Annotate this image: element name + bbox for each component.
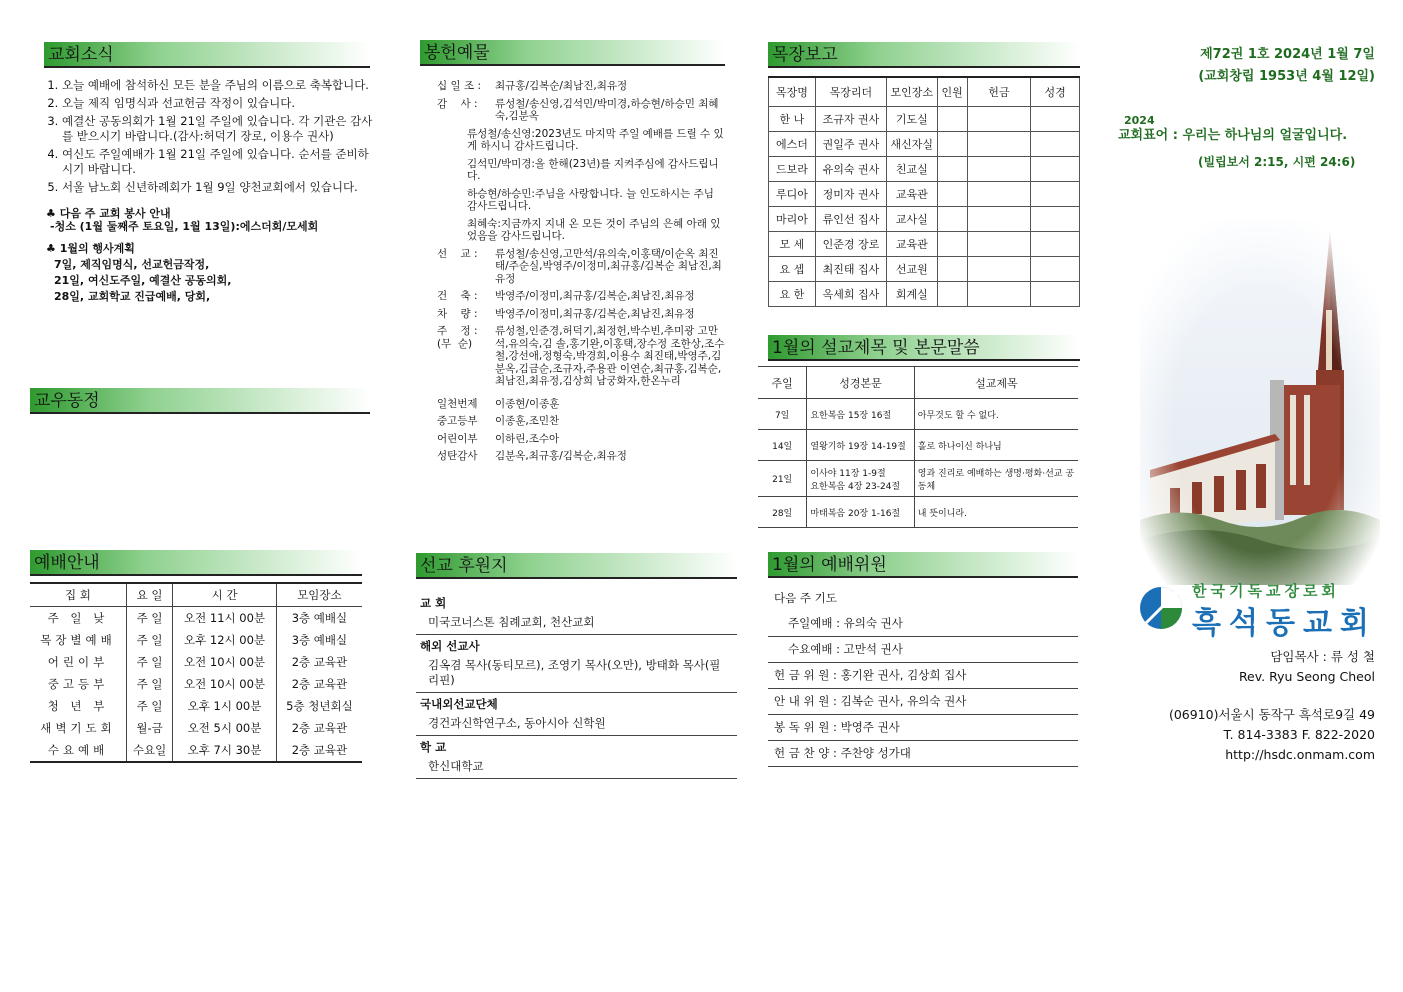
sermon-text: 마태복음 20장 1-16절 <box>807 497 914 528</box>
mission-group-heading: 국내외선교단체 <box>416 692 737 714</box>
sermon-day: 7일 <box>758 399 807 430</box>
mission-group-body: 경건과신학연구소, 동아시아 신학원 <box>428 716 606 730</box>
mission-group-body: 김옥겸 목사(동티모르), 조영기 목사(오만), 방태화 목사(필리핀) <box>428 658 721 687</box>
offering-row <box>437 98 727 123</box>
worship-cell: 목장별예배 <box>40 633 116 647</box>
shepherd-cell: 조규자 권사 <box>815 107 886 132</box>
shepherd-cell: 요 셉 <box>769 257 816 282</box>
denomination-name: 한국기독교장로회 <box>1192 582 1340 600</box>
worship-table-head <box>30 583 362 607</box>
worship-cell: 중고등부 <box>47 677 109 691</box>
worship-cell: 주 일 <box>126 695 172 717</box>
service-title: ♣ 다음 주 교회 봉사 안내 <box>46 207 171 220</box>
shepherd-cell: 최진태 집사 <box>815 257 886 282</box>
worship-cell: 주 일 낮 <box>47 611 109 625</box>
worship-cell: 수요예배 <box>30 739 126 762</box>
offering-value: 김석민/박미경:올 한해(23년)를 지켜주심에 감사드립니다. <box>467 157 719 182</box>
offering-value: 이종훈,조민찬 <box>495 415 560 427</box>
sermon-row <box>758 399 1078 430</box>
worship-staff-row: 주일예배 : 유의숙 권사 <box>768 611 1078 637</box>
sermon-title: 내 뜻이니라. <box>914 497 1078 528</box>
offering-label: 십 일 조 : <box>437 80 481 92</box>
shepherd-empty-cell <box>937 157 967 182</box>
shepherd-cell: 인준경 장로 <box>815 232 886 257</box>
worship-staff-list <box>768 586 1078 767</box>
offering-row <box>437 248 727 286</box>
mission-group-body: 미국코너스톤 침례교회, 천산교회 <box>428 615 595 629</box>
shepherd-empty-cell <box>937 282 967 307</box>
offering-row <box>437 325 727 388</box>
shepherd-header-cell: 모인장소 <box>887 77 938 107</box>
shepherd-empty-cell <box>937 107 967 132</box>
shepherd-empty-cell <box>967 157 1031 182</box>
worship-schedule-table <box>30 582 362 763</box>
shepherd-empty-cell <box>937 232 967 257</box>
news-item: 4. 여신도 주일예배가 1월 21일 주일에 있습니다. 순서를 준비하시기 바랍니다. <box>62 147 375 177</box>
worship-row <box>30 717 362 739</box>
plan-title: ♣ 1월의 행사계획 <box>46 242 135 255</box>
worship-header-cell: 요 일 <box>126 583 172 607</box>
missions-header <box>416 553 737 579</box>
offering-header <box>420 40 725 66</box>
shepherd-row <box>769 257 1080 282</box>
pastor-name-en: Rev. Ryu Seong Cheol <box>1238 669 1375 684</box>
offering-label: 건 축 : <box>437 290 478 302</box>
shepherd-empty-cell <box>967 207 1031 232</box>
offering-label <box>437 158 467 183</box>
shepherd-empty-cell <box>1031 132 1080 157</box>
offering-row <box>437 450 727 463</box>
worship-cell: 오전 11시 00분 <box>173 607 277 630</box>
worship-cell: 3층 예배실 <box>276 607 362 630</box>
news-item: 2. 오늘 제직 임명식과 선교헌금 작정이 있습니다. <box>62 96 375 111</box>
pastor-name: 담임목사 : 류 성 철 <box>1270 649 1375 664</box>
worship-cell: 새벽기도회 <box>40 721 116 735</box>
service-line: -청소 (1월 둘째주 토요일, 1월 13일):에스더회/모세회 <box>50 220 319 233</box>
offering-row <box>437 218 727 243</box>
mission-group-heading: 해외 선교사 <box>416 634 737 656</box>
worship-row <box>30 629 362 651</box>
offering-row <box>437 433 727 446</box>
worship-cell: 주 일 <box>126 673 172 695</box>
motto-reference: (빌립보서 2:15, 시편 24:6) <box>1198 155 1356 169</box>
worship-cell: 수요일 <box>126 739 172 762</box>
news-item: 5. 서울 남노회 신년하례회가 1월 9일 양천교회에서 있습니다. <box>62 180 375 195</box>
monthly-plan <box>30 241 375 305</box>
offering-value: 이하린,조수아 <box>495 432 560 445</box>
plan-list <box>46 257 375 305</box>
worship-cell: 2층 교육관 <box>276 651 362 673</box>
worship-cell: 오전 10시 00분 <box>173 673 277 695</box>
worship-staff-row: 헌 금 위 원 : 홍기완 권사, 김상희 집사 <box>768 663 1078 689</box>
sermons-header <box>768 335 1080 361</box>
worship-cell: 월-금 <box>126 717 172 739</box>
mission-group-heading: 학 교 <box>416 735 737 757</box>
shepherd-cell: 드보라 <box>769 157 816 182</box>
worship-header <box>30 550 362 576</box>
church-address: (06910)서울시 동작구 흑석로9길 49 <box>1168 707 1375 722</box>
offering-row <box>437 290 727 303</box>
shepherd-empty-cell <box>937 182 967 207</box>
shepherd-empty-cell <box>967 107 1031 132</box>
sermon-text: 요한복음 15장 16절 <box>807 399 914 430</box>
offering-value: 최규홍/김복순/최남진,최유정 <box>495 80 628 92</box>
shepherd-empty-cell <box>937 132 967 157</box>
worship-staff-row: 안 내 위 원 : 김복순 권사, 유의숙 권사 <box>768 689 1078 715</box>
sermon-title: 영과 진리로 예배하는 생명·평화·선교 공동체 <box>914 461 1078 497</box>
news-item: 3. 예결산 공동의회가 1월 21일 주일에 있습니다. 각 기관은 감사를 받으시기 바랍니다.(감사:허덕기 장로, 이용수 권사) <box>62 114 375 144</box>
missions-list <box>416 592 737 779</box>
offering-row <box>437 308 727 321</box>
shepherd-empty-cell <box>967 182 1031 207</box>
offering-row <box>437 128 727 153</box>
worship-cell: 5층 청년회실 <box>276 695 362 717</box>
shepherd-cell: 선교원 <box>887 257 938 282</box>
worship-row <box>30 673 362 695</box>
founding-date: (교회창립 1953년 4월 12일) <box>1198 69 1375 84</box>
worship-cell: 오후 12시 00분 <box>173 629 277 651</box>
shepherd-cell: 옥세희 집사 <box>815 282 886 307</box>
motto-year: 2024 <box>1124 114 1155 127</box>
worship-header-cell: 시 간 <box>173 583 277 607</box>
sermon-row <box>758 430 1078 461</box>
offering-label: 일천번제 <box>437 397 478 410</box>
sermons-title: 1월의 설교제목 및 본문말씀 <box>772 338 980 358</box>
service-notice <box>30 207 375 233</box>
shepherd-cell: 마리아 <box>769 207 816 232</box>
worship-header-cell: 집 회 <box>30 583 126 607</box>
offering-label <box>437 218 467 243</box>
offering-value: 류성철,인준경,허덕기,최정헌,박수빈,추미광 고만석,유의숙,김 솔,홍기완,이홍택,장수정 조한상,조수철,강선애,정형숙,박경희,이용수 최진태,박영주,김분옥,김금순,조규자,주용관 이연순,최규홍,김복순,최남진,최유정,김상희 남궁화자,한온누리 <box>495 325 725 387</box>
worship-header-cell: 모임장소 <box>276 583 362 607</box>
shepherd-empty-cell <box>1031 107 1080 132</box>
shepherd-cell: 유의숙 권사 <box>815 157 886 182</box>
worship-cell: 오후 1시 00분 <box>173 695 277 717</box>
shepherd-header-cell: 목장리더 <box>815 77 886 107</box>
shepherd-cell: 정미자 권사 <box>815 182 886 207</box>
worship-staff-row: 다음 주 기도 <box>774 591 837 605</box>
sermon-row <box>758 461 1078 497</box>
shepherd-empty-cell <box>967 257 1031 282</box>
worship-cell: 2층 교육관 <box>276 739 362 762</box>
shepherd-row <box>769 107 1080 132</box>
offering-list <box>437 80 727 468</box>
worship-row <box>30 739 362 762</box>
shepherd-empty-cell <box>1031 282 1080 307</box>
shepherd-cell: 교육관 <box>887 232 938 257</box>
news-item: 1. 오늘 예배에 참석하신 모든 분을 주님의 이름으로 축복합니다. <box>62 78 375 93</box>
offering-value: 류성철/송신영,고만석/유의숙,이홍택/이순옥 최진태/주순실,박영주/이정미,최규홍/김복순 최남진,최유정 <box>495 247 722 285</box>
news-header <box>44 42 370 68</box>
worship-cell: 주 일 <box>126 607 172 630</box>
worship-cell: 2층 교육관 <box>276 673 362 695</box>
shepherd-empty-cell <box>967 282 1031 307</box>
worship-staff-row: 헌 금 찬 양 : 주찬양 성가대 <box>768 741 1078 767</box>
missions-title: 선교 후원지 <box>420 556 508 576</box>
shepherd-row <box>769 182 1080 207</box>
offering-value: 류성철/송신영,김석민/박미경,하승현/하승민 최혜숙,김분옥 <box>495 97 719 122</box>
shepherd-header-cell: 헌금 <box>967 77 1031 107</box>
shepherd-cell: 류인선 집사 <box>815 207 886 232</box>
sermon-text: 열왕기하 19장 14-19절 <box>807 430 914 461</box>
plan-item: 7일, 제직임명식, 선교헌금작정, <box>54 258 210 271</box>
plan-item: 21일, 여신도주일, 예결산 공동의회, <box>54 274 232 287</box>
news-list <box>30 78 375 195</box>
shepherd-header-cell: 인원 <box>937 77 967 107</box>
sermon-day: 21일 <box>758 461 807 497</box>
offering-value: 박영주/이정미,최규홍/김복순,최남진,최유정 <box>495 307 695 320</box>
mission-group-body: 한신대학교 <box>428 759 484 773</box>
church-building-illustration <box>1140 220 1380 585</box>
shepherd-header-cell: 목장명 <box>769 77 816 107</box>
offering-label: 선 교 : <box>437 247 478 260</box>
worship-staff-title: 1월의 예배위원 <box>772 555 887 575</box>
shepherd-cell: 친교실 <box>887 157 938 182</box>
shepherd-cell: 기도실 <box>887 107 938 132</box>
shepherd-cell: 새신자실 <box>887 132 938 157</box>
worship-staff-row: 봉 독 위 원 : 박영주 권사 <box>768 715 1078 741</box>
offering-value: 류성철/송신영:2023년도 마지막 주일 예배를 드릴 수 있게 하시니 감사드립니다. <box>467 127 724 152</box>
offering-value: 김분옥,최규홍/김복순,최유정 <box>495 450 627 462</box>
shepherd-cell: 교사실 <box>887 207 938 232</box>
members-title: 교우동정 <box>34 391 100 411</box>
shepherd-empty-cell <box>967 132 1031 157</box>
shepherd-header-cell: 성경 <box>1031 77 1080 107</box>
offering-label <box>437 128 467 153</box>
offering-title: 봉헌예물 <box>424 43 490 63</box>
shepherd-row <box>769 282 1080 307</box>
offering-label <box>437 188 467 213</box>
shepherd-row <box>769 157 1080 182</box>
church-logo-icon <box>1138 585 1184 631</box>
offering-value: 최혜숙:지금까지 지내 온 모든 것이 주님의 은혜 아래 있었음을 감사드립니다. <box>467 217 721 242</box>
shepherd-empty-cell <box>967 232 1031 257</box>
shepherd-empty-cell <box>937 257 967 282</box>
shepherd-row <box>769 207 1080 232</box>
sermon-title: 홀로 하나이신 하나님 <box>914 430 1078 461</box>
church-name: 흑석동교회 <box>1192 606 1377 641</box>
offering-row <box>437 415 727 428</box>
sermon-day: 14일 <box>758 430 807 461</box>
shepherd-cell: 루디아 <box>769 182 816 207</box>
worship-staff-header <box>768 552 1078 578</box>
worship-cell: 주 일 <box>126 651 172 673</box>
offering-label: 감 사 : <box>437 97 478 110</box>
worship-cell: 오전 5시 00분 <box>173 717 277 739</box>
plan-item: 28일, 교회학교 진급예배, 당회, <box>54 290 211 303</box>
shepherd-empty-cell <box>1031 257 1080 282</box>
offering-row <box>437 158 727 183</box>
shepherd-table-head <box>769 77 1080 107</box>
motto-block <box>1118 114 1380 170</box>
sermon-row <box>758 497 1078 528</box>
shepherd-cell: 회계실 <box>887 282 938 307</box>
shepherd-cell: 한 나 <box>769 107 816 132</box>
shepherd-cell: 에스더 <box>769 132 816 157</box>
shepherd-empty-cell <box>1031 182 1080 207</box>
contact-block <box>1120 647 1375 765</box>
shepherd-cell: 모 세 <box>769 232 816 257</box>
shepherd-cell: 요 한 <box>769 282 816 307</box>
shepherd-report-table <box>768 76 1080 307</box>
offering-label: 주 정 : (무 순) <box>437 325 478 350</box>
shepherd-cell: 권일주 권사 <box>815 132 886 157</box>
worship-staff-row: 수요예배 : 고만석 권사 <box>768 637 1078 663</box>
worship-row <box>30 651 362 673</box>
sermon-title: 아무것도 할 수 없다. <box>914 399 1078 430</box>
worship-cell: 어린이부 <box>47 655 109 669</box>
issue-info <box>1130 44 1375 88</box>
news-section <box>30 78 375 305</box>
offering-row <box>437 80 727 93</box>
offering-label: 중고등부 <box>437 415 478 427</box>
members-header <box>30 388 370 414</box>
worship-cell: 오후 7시 30분 <box>173 739 277 762</box>
worship-row <box>30 695 362 717</box>
offering-label: 성탄감사 <box>437 450 478 462</box>
issue-number: 제72권 1호 2024년 1월 7일 <box>1200 47 1375 62</box>
shepherd-row <box>769 132 1080 157</box>
sermon-day: 28일 <box>758 497 807 528</box>
sermon-table-head <box>758 367 1078 399</box>
news-title: 교회소식 <box>48 45 114 65</box>
motto-text: 교회표어 : 우리는 하나님의 얼굴입니다. <box>1118 128 1348 143</box>
worship-cell: 주 일 <box>126 629 172 651</box>
mission-group-heading: 교 회 <box>420 596 447 610</box>
offering-label: 차 량 : <box>437 307 478 320</box>
offering-label: 어린이부 <box>437 432 478 445</box>
shepherd-header <box>768 42 1080 68</box>
sermon-text: 이사야 11장 1-9절 요한복음 4장 23-24절 <box>807 461 914 497</box>
church-website: http://hsdc.onmam.com <box>1225 747 1375 762</box>
shepherd-empty-cell <box>1031 207 1080 232</box>
offering-value: 이종현/이종훈 <box>495 397 560 410</box>
shepherd-cell: 교육관 <box>887 182 938 207</box>
worship-row <box>30 607 362 630</box>
shepherd-empty-cell <box>1031 232 1080 257</box>
offering-value: 하승현/하승민:주님을 사랑합니다. 늘 인도하시는 주님 감사드립니다. <box>467 187 714 212</box>
offering-row <box>437 398 727 411</box>
offering-value: 박영주/이정미,최규홍/김복순,최남진,최유정 <box>495 290 695 302</box>
offering-row <box>437 188 727 213</box>
sermons-table <box>758 366 1078 528</box>
sermon-header-cell: 주일 <box>758 367 807 399</box>
shepherd-row <box>769 232 1080 257</box>
worship-cell: 2층 교육관 <box>276 717 362 739</box>
worship-cell: 청 년 부 <box>47 699 109 713</box>
sermon-header-cell: 설교제목 <box>914 367 1078 399</box>
shepherd-empty-cell <box>937 207 967 232</box>
shepherd-title: 목장보고 <box>772 45 838 65</box>
worship-cell: 3층 예배실 <box>276 629 362 651</box>
sermon-header-cell: 성경본문 <box>807 367 914 399</box>
church-phone: T. 814-3383 F. 822-2020 <box>1223 727 1375 742</box>
shepherd-empty-cell <box>1031 157 1080 182</box>
worship-cell: 오전 10시 00분 <box>173 651 277 673</box>
worship-title: 예배안내 <box>34 553 100 573</box>
